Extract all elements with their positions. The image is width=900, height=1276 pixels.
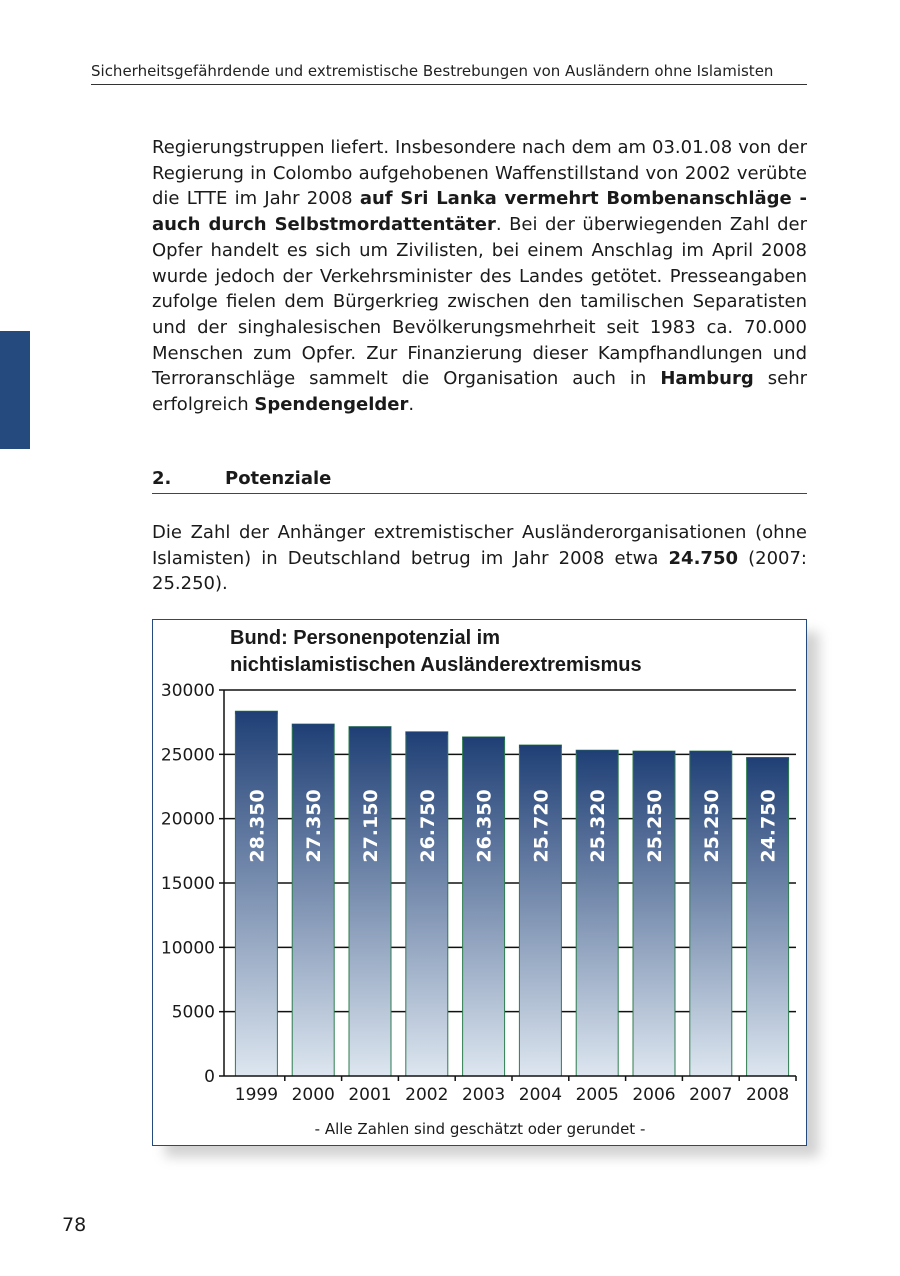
chart-box [152,619,807,1146]
x-tick-label: 1999 [234,1085,279,1105]
bar-value-label: 28.350 [246,789,269,863]
bar-value-label: 25.250 [644,789,666,863]
x-tick-label: 2008 [745,1085,790,1105]
paragraph-ltte-bold-3: Spendengelder [254,394,409,416]
section-heading [152,468,807,489]
paragraph-potenziale [152,520,807,597]
chart-title-line-2: nichtislamistischen Ausländerextremismus [230,654,642,676]
x-tick-label: 2001 [348,1085,392,1105]
y-tick-label: 25000 [160,745,215,766]
bar-value-label: 25.250 [700,789,723,863]
paragraph-ltte-text-3: sehr erfolgreich [152,368,808,416]
y-tick-label: 0 [204,1067,215,1087]
chapter-side-tab [0,331,30,449]
bar-value-label: 25.320 [587,789,610,863]
y-tick-label: 20000 [160,809,215,830]
section-number: 2. [152,468,172,489]
bar-cap-2008 [747,758,789,761]
x-tick-label: 2007 [689,1085,733,1105]
bar-cap-2005 [576,750,618,753]
x-tick-label: 2006 [632,1085,676,1105]
section-title: Potenziale [225,468,332,489]
x-tick-label: 2003 [461,1085,506,1105]
paragraph-potenziale-bold-1: 24.750 [668,547,738,569]
paragraph-ltte-bold-2: Hamburg [660,368,754,390]
paragraph-ltte [152,135,807,418]
page-number: 78 [62,1214,87,1236]
paragraph-ltte-text-2: . Bei der überwiegenden Zahl der Opfer handelt es sich um Zivilisten, bei einem Anschlag im April 2008 wurde jedoch der Verkehrsminister des Landes getötet. Presseangaben zufolge fielen dem Bürgerkrieg zwischen den tamilischen Separatisten und der singhalesischen Bevölkerungsmehrheit seit 1983 ca. 70.000 Menschen zum Opfer. Zur Finanzierung dieser Kampfhandlungen und Terroranschläge sammelt die Organisation auch in [152,214,808,390]
chart-footnote: - Alle Zahlen sind geschätzt oder gerundet - [314,1120,646,1138]
bar-value-label: 26.350 [473,789,496,863]
bar-cap-2007 [690,751,732,754]
bar-2001 [349,727,391,1076]
x-tick-label: 2004 [518,1085,563,1105]
y-tick-label: 5000 [171,1002,215,1023]
bar-chart [153,620,808,1147]
bar-cap-2006 [633,751,675,754]
y-tick-label: 15000 [160,874,215,894]
x-tick-label: 2000 [291,1085,335,1105]
bar-1999 [235,711,277,1076]
paragraph-potenziale-text-2: (2007: 25.250). [152,547,807,595]
bar-value-label: 27.350 [303,789,326,863]
running-header: Sicherheitsgefährdende und extremistische Bestrebungen von Ausländern ohne Islamisten [91,62,774,80]
bar-value-label: 25.720 [530,789,553,863]
bar-value-label: 27.150 [360,789,382,863]
x-tick-label: 2002 [405,1085,449,1105]
section-rule [152,493,807,494]
paragraph-ltte-text-4: . [408,394,415,416]
x-tick-label: 2005 [575,1085,619,1105]
y-tick-label: 10000 [160,938,215,959]
bar-cap-2000 [292,724,334,727]
chart-title-line-1: Bund: Personenpotenzial im [230,627,501,649]
paragraph-potenziale-text-1: Die Zahl der Anhänger extremistischer Ausländerorganisationen (ohne Islamisten) in Deutschland betrug im Jahr 2008 etwa [152,522,807,569]
paragraph-ltte-bold-1: auf Sri Lanka vermehrt Bombenanschläge - auch durch Selbstmordattentäter [152,188,807,236]
paragraph-ltte-text-1: Regierungstruppen liefert. Insbesondere nach dem am 03.01.08 von der Regierung in Colombo aufgehobenen Waffenstillstand von 2002 verübte die LTTE im Jahr 2008 [152,137,807,210]
bar-cap-2001 [349,727,391,730]
bar-2000 [292,724,334,1076]
bar-2002 [406,732,448,1076]
bar-cap-1999 [235,711,277,714]
header-rule [91,84,807,85]
bar-2003 [463,737,505,1076]
bar-cap-2002 [406,732,448,735]
bar-value-label: 26.750 [416,789,439,863]
y-tick-label: 30000 [160,681,215,701]
bar-value-label: 24.750 [757,789,780,863]
bar-cap-2004 [519,745,561,748]
bar-cap-2003 [463,737,505,740]
